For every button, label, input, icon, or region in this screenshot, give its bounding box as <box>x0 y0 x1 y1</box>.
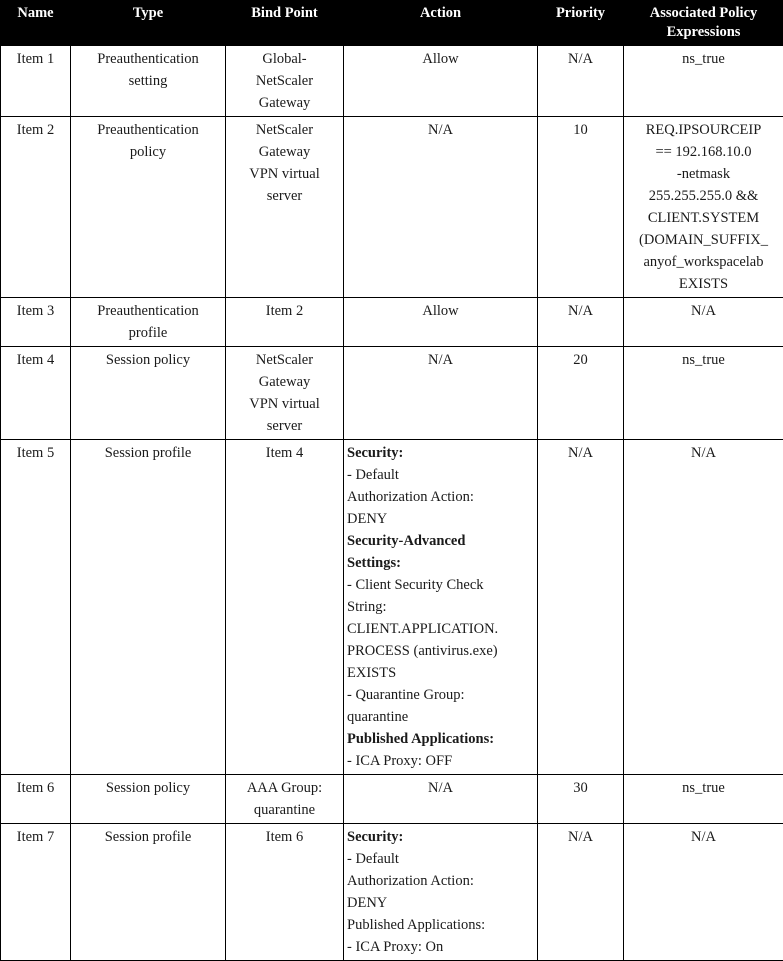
cell-line: N/A <box>347 349 534 371</box>
cell-line: -netmask <box>627 163 780 185</box>
cell-line: REQ.IPSOURCEIP <box>627 119 780 141</box>
cell-line: NetScaler <box>229 119 340 141</box>
cell-line: Gateway <box>229 92 340 114</box>
cell-line: CLIENT.SYSTEM <box>627 207 780 229</box>
cell-line: EXISTS <box>627 273 780 295</box>
cell-line: (DOMAIN_SUFFIX_ <box>627 229 780 251</box>
cell-line: Gateway <box>229 371 340 393</box>
cell-line: N/A <box>627 442 780 464</box>
cell-name: Item 1 <box>1 46 71 117</box>
cell-type <box>71 824 226 961</box>
cell-action <box>344 824 538 961</box>
cell-expression <box>624 117 783 298</box>
cell-priority: N/A <box>538 824 624 961</box>
cell-line: Preauthentication <box>74 300 222 322</box>
table-row <box>1 440 783 775</box>
table-row <box>1 347 783 440</box>
cell-bind-point <box>226 824 344 961</box>
cell-line: Authorization Action: <box>347 486 534 508</box>
cell-line: Settings: <box>347 552 534 574</box>
cell-priority: N/A <box>538 298 624 347</box>
cell-action <box>344 347 538 440</box>
cell-line: DENY <box>347 508 534 530</box>
cell-line: - ICA Proxy: OFF <box>347 750 534 772</box>
cell-line: Allow <box>347 48 534 70</box>
cell-line: Session profile <box>74 826 222 848</box>
cell-line: Authorization Action: <box>347 870 534 892</box>
cell-line: N/A <box>627 300 780 322</box>
cell-line: ns_true <box>627 349 780 371</box>
cell-name: Item 4 <box>1 347 71 440</box>
cell-line: DENY <box>347 892 534 914</box>
cell-line: Preauthentication <box>74 119 222 141</box>
header-action: Action <box>344 1 538 46</box>
cell-priority: 30 <box>538 775 624 824</box>
cell-expression <box>624 46 783 117</box>
cell-name: Item 2 <box>1 117 71 298</box>
cell-line: Security-Advanced <box>347 530 534 552</box>
cell-line: Item 2 <box>229 300 340 322</box>
cell-line: Preauthentication <box>74 48 222 70</box>
cell-line: Session policy <box>74 349 222 371</box>
cell-action <box>344 298 538 347</box>
cell-line: - Default <box>347 848 534 870</box>
cell-line: - Quarantine Group: <box>347 684 534 706</box>
cell-line: VPN virtual <box>229 393 340 415</box>
cell-expression <box>624 347 783 440</box>
cell-name: Item 5 <box>1 440 71 775</box>
cell-line: Item 6 <box>229 826 340 848</box>
cell-bind-point <box>226 347 344 440</box>
cell-bind-point <box>226 117 344 298</box>
cell-type <box>71 298 226 347</box>
cell-line: AAA Group: <box>229 777 340 799</box>
cell-line: VPN virtual <box>229 163 340 185</box>
header-row <box>1 1 783 46</box>
table-row <box>1 298 783 347</box>
cell-line: - Default <box>347 464 534 486</box>
cell-line: == 192.168.10.0 <box>627 141 780 163</box>
cell-line: Published Applications: <box>347 914 534 936</box>
cell-bind-point <box>226 775 344 824</box>
cell-priority: N/A <box>538 440 624 775</box>
table-row <box>1 824 783 961</box>
cell-line: N/A <box>627 826 780 848</box>
cell-line: EXISTS <box>347 662 534 684</box>
cell-expression <box>624 824 783 961</box>
cell-line: quarantine <box>229 799 340 821</box>
cell-line: Session profile <box>74 442 222 464</box>
cell-line: CLIENT.APPLICATION. <box>347 618 534 640</box>
cell-expression <box>624 440 783 775</box>
cell-bind-point <box>226 440 344 775</box>
cell-action <box>344 117 538 298</box>
cell-line: - ICA Proxy: On <box>347 936 534 958</box>
cell-type <box>71 117 226 298</box>
cell-expression <box>624 298 783 347</box>
cell-line: Item 4 <box>229 442 340 464</box>
cell-type <box>71 775 226 824</box>
cell-line: Security: <box>347 442 534 464</box>
cell-name: Item 6 <box>1 775 71 824</box>
cell-line: Published Applications: <box>347 728 534 750</box>
cell-priority: 20 <box>538 347 624 440</box>
cell-priority: N/A <box>538 46 624 117</box>
cell-line: server <box>229 415 340 437</box>
cell-bind-point <box>226 298 344 347</box>
cell-line: server <box>229 185 340 207</box>
cell-line: setting <box>74 70 222 92</box>
table-row <box>1 46 783 117</box>
cell-name: Item 7 <box>1 824 71 961</box>
cell-line: N/A <box>347 119 534 141</box>
cell-line: quarantine <box>347 706 534 728</box>
cell-line: anyof_workspacelab <box>627 251 780 273</box>
cell-line: String: <box>347 596 534 618</box>
cell-type <box>71 440 226 775</box>
header-name: Name <box>1 1 71 46</box>
cell-expression <box>624 775 783 824</box>
table-row <box>1 117 783 298</box>
cell-line: profile <box>74 322 222 344</box>
cell-line: Allow <box>347 300 534 322</box>
cell-priority: 10 <box>538 117 624 298</box>
cell-line: NetScaler <box>229 349 340 371</box>
cell-line: N/A <box>347 777 534 799</box>
cell-line: policy <box>74 141 222 163</box>
cell-type <box>71 347 226 440</box>
cell-action <box>344 440 538 775</box>
cell-name: Item 3 <box>1 298 71 347</box>
header-priority: Priority <box>538 1 624 46</box>
header-type: Type <box>71 1 226 46</box>
header-associated-policy-expressions: Associated Policy Expressions <box>624 1 783 46</box>
cell-line: PROCESS (antivirus.exe) <box>347 640 534 662</box>
cell-line: Global- <box>229 48 340 70</box>
cell-type <box>71 46 226 117</box>
cell-line: ns_true <box>627 48 780 70</box>
cell-line: - Client Security Check <box>347 574 534 596</box>
header-bind-point: Bind Point <box>226 1 344 46</box>
cell-action <box>344 775 538 824</box>
cell-bind-point <box>226 46 344 117</box>
cell-action <box>344 46 538 117</box>
cell-line: 255.255.255.0 && <box>627 185 780 207</box>
table-row <box>1 775 783 824</box>
cell-line: Gateway <box>229 141 340 163</box>
cell-line: Security: <box>347 826 534 848</box>
cell-line: NetScaler <box>229 70 340 92</box>
cell-line: Session policy <box>74 777 222 799</box>
cell-line: ns_true <box>627 777 780 799</box>
